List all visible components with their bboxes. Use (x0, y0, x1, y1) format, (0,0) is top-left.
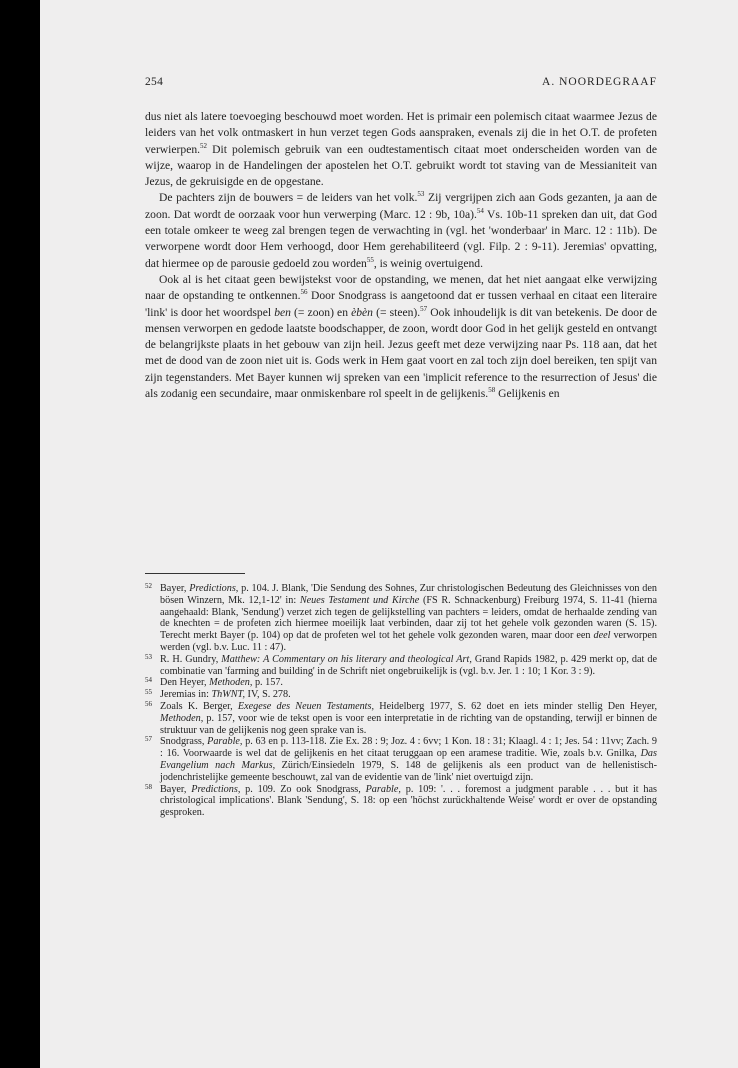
footnote-text: Zoals K. Berger, (160, 700, 238, 712)
hebrew-word-eben: èbèn (351, 305, 373, 319)
hebrew-word-ben: ben (274, 305, 291, 319)
footnote-ref-57: 57 (420, 304, 428, 313)
footnote-title: Parable, (365, 783, 401, 795)
footnote-ref-54: 54 (476, 206, 484, 215)
footnote-text: verworpen werden (vgl. b.v. Luc. 11 : 47). (160, 630, 658, 653)
paragraph-3-text-b: Door Snodgrass is aangetoond dat er tussen verhaal en citaat een literaire 'link' is door het woordspel (145, 289, 657, 319)
paragraph-3-text-c: (= zoon) en (290, 305, 352, 319)
footnote-text: p. 157. (252, 677, 283, 689)
footnote-title: Exegese des Neuen Testaments, (237, 700, 375, 712)
page-number: 254 (145, 76, 164, 88)
footnote-text: p. 63 en p. 113-118. Zie Ex. 28 : 9; Joz. 4 : 6vv; 1 Kon. 18 : 31; Klaagl. 4 : 1; Jes. 54 : 11vv; Zach. 9 : 16. Voorwaarde is wel dat de gelijkenis en het citaat teruggaan op een aramese traditie. Wie, zoals b.v. Gnilka, (160, 736, 657, 760)
running-head: A. NOORDEGRAAF (542, 76, 657, 88)
footnote-text: Grand Rapids 1982, p. 429 merkt op, dat de combinatie van 'farming and building' in de Schrift niet ongebruikelijk is (vgl. b.v. Jer. 1 : 10; 1 Kor. 3 : 9). (160, 653, 657, 677)
footnote-text: IV, S. 278. (245, 689, 291, 701)
footnote-text: Heidelberg 1977, S. 62 doet en iets minder stellig Den Heyer, (374, 700, 658, 712)
footnote-number: 57 (145, 735, 152, 744)
paragraph-2 (145, 190, 657, 271)
footnote-title: Matthew: A Commentary on his literary and theological Art, (221, 653, 472, 665)
paragraph-3-text-f: Gelijkenis en (495, 387, 560, 401)
footnote-title: ThWNT, (211, 689, 245, 701)
footnote-ref-55: 55 (366, 255, 374, 264)
paragraph-2-text-c: Vs. 10b-11 spreken dan uit, dat God een totale omkeer te weeg zal brengen tegen de verwachting in (vgl. het 'wonderbaar' in Marc. 12 : 11b). De verworpene wordt door Hem verhoogd, door Hem gerehabiliteerd (vgl. Filp. 2 : 9-11). Jeremias' opvatting, dat hiermee op de parousie gedoeld zou worden (145, 207, 657, 270)
footnote-number: 56 (145, 699, 152, 708)
footnote-text: (FS R. Schnackenburg) Freiburg 1974, S. 11-41 (hierna aangehaald: Blank, 'Sendung') verzet zich tegen de gelijkstelling van pachters = leiders, omdat de herhaalde zending van de knechten = de profeten zich hiermee moeilijk laat verbinden, daar zij tot het gehele volk gezonden waren (S. 15). Terecht merkt Bayer (p. 104) op dat de profeten wel tot het gehele volk gezonden waren, maar door een (160, 594, 657, 642)
binding-edge (0, 0, 40, 1068)
paragraph-2-text-b: Zij vergrijpen zich aan Gods gezanten, ja aan de zoon. Dat wordt de oorzaak voor hun verwerping (Marc. 12 : 9b, 10a). (145, 191, 657, 221)
footnote-number: 58 (145, 782, 152, 791)
footnote-text: R. H. Gundry, (160, 653, 222, 665)
footnote-54 (145, 677, 657, 689)
footnote-text: p. 157, voor wie de tekst open is voor een interpretatie in de richting van de opstanding, terwijl er binnen de struktuur van de gelijkenis nog geen sprake van is. (160, 712, 657, 736)
footnote-text: Bayer, (160, 583, 190, 594)
footnote-56 (145, 701, 657, 736)
footnote-53 (145, 654, 657, 678)
footnote-ref-53: 53 (417, 190, 425, 199)
footnote-52 (145, 583, 657, 654)
footnote-title: Predictions, (189, 583, 239, 594)
footnote-title: Neues Testament und Kirche (299, 594, 420, 606)
footnote-title: Das Evangelium nach Markus, (160, 748, 657, 771)
footnote-text: p. 109. Zo ook Snodgrass, (240, 783, 366, 795)
footnote-text: p. 109: '. . . foremost a judgment parable . . . but it has christological implications'. Blank 'Sendung', S. 18: op een 'höchst zurückhaltende Weise' wordt er over de opstanding gesproken. (160, 783, 657, 819)
footnote-ref-56: 56 (300, 288, 308, 297)
footnote-emphasis: deel (593, 630, 611, 642)
footnote-ref-58: 58 (488, 386, 496, 395)
footnote-57 (145, 736, 657, 783)
footnote-text: Zürich/Einsiedeln 1979, S. 148 de gelijkenis als een product van de hellenistisch-jodenchristelijke gemeente beschouwt, zal van de evidentie van de 'link' niet overtuigd zijn. (160, 759, 657, 783)
footnote-58 (145, 784, 657, 819)
footnote-number: 54 (145, 676, 152, 685)
footnote-title: Parable, (207, 736, 243, 748)
footnote-text: Bayer, (160, 783, 192, 795)
paragraph-3-text-d: (= steen). (372, 305, 421, 319)
footnote-number: 52 (145, 582, 152, 590)
paragraph-1-text-b: Dit polemisch gebruik van een oudtestamentisch citaat moet onderscheiden worden van de wijze, waarop in de Handelingen der apostelen het O.T. gebruikt wordt tot staving van de Messianiteit van Jezus, de gekruisigde en de opgestane. (145, 142, 657, 189)
paragraph-1 (145, 109, 657, 190)
body-text (145, 109, 657, 402)
paragraph-3-text-a: Ook al is het citaat geen bewijstekst voor de opstanding, we menen, dat het niet aangaat elke verwijzing naar de opstanding te ontkennen. (145, 272, 657, 303)
footnotes (145, 583, 657, 819)
footnote-text: p. 104. J. Blank, 'Die Sendung des Sohnes, Zur christologischen Bedeutung des Gleichnisses von den bösen Winzern, Mk. 12,1-12' in: (160, 583, 657, 606)
footnote-title: Methoden, (160, 712, 204, 724)
footnote-ref-52: 52 (200, 141, 208, 150)
paragraph-2-text-d: , is weinig overtuigend. (373, 256, 483, 270)
paragraph-2-text-a: De pachters zijn de bouwers = de leiders van het volk. (159, 191, 418, 205)
footnote-text: Snodgrass, (160, 736, 208, 748)
footnote-55 (145, 689, 657, 701)
paragraph-3 (145, 272, 657, 402)
paragraph-1-text-a: dus niet als latere toevoeging beschouwd moet worden. Het is primair een polemisch citaat waarmee Jezus de leiders van het volk ontmaskert in hun verzet tegen Gods aanspraken, evenals zij die in het O.T. de profeten verwierpen. (145, 110, 657, 156)
paragraph-3-text-e: Ook inhoudelijk is dit van betekenis. De door de mensen verworpen en gedode laatste boodschapper, de zoon, wordt door God in het gelijk gesteld en ontvangt de belangrijkste plaats in het gebouw van zijn heil. Jezus geeft met deze verwijzing naar Ps. 118 aan, dat het met de dood van de zoon niet uit is. Gods werk in Hem gaat voort en zal toch zijn doel bereiken, ten spijt van zijn tegenstanders. Met Bayer kunnen wij spreken van een 'implicit reference to the resurrection of Jesus' die als zodanig een secundaire, maar onmiskenbare rol speelt in de gelijkenis. (145, 305, 657, 401)
footnote-number: 53 (145, 652, 152, 661)
footnote-text: Jeremias in: (160, 689, 212, 701)
footnote-title: Predictions, (191, 783, 241, 795)
footnote-title: Methoden, (209, 677, 253, 689)
footnote-number: 55 (145, 688, 152, 697)
footnote-divider (145, 573, 245, 574)
footnote-text: Den Heyer, (160, 677, 210, 689)
